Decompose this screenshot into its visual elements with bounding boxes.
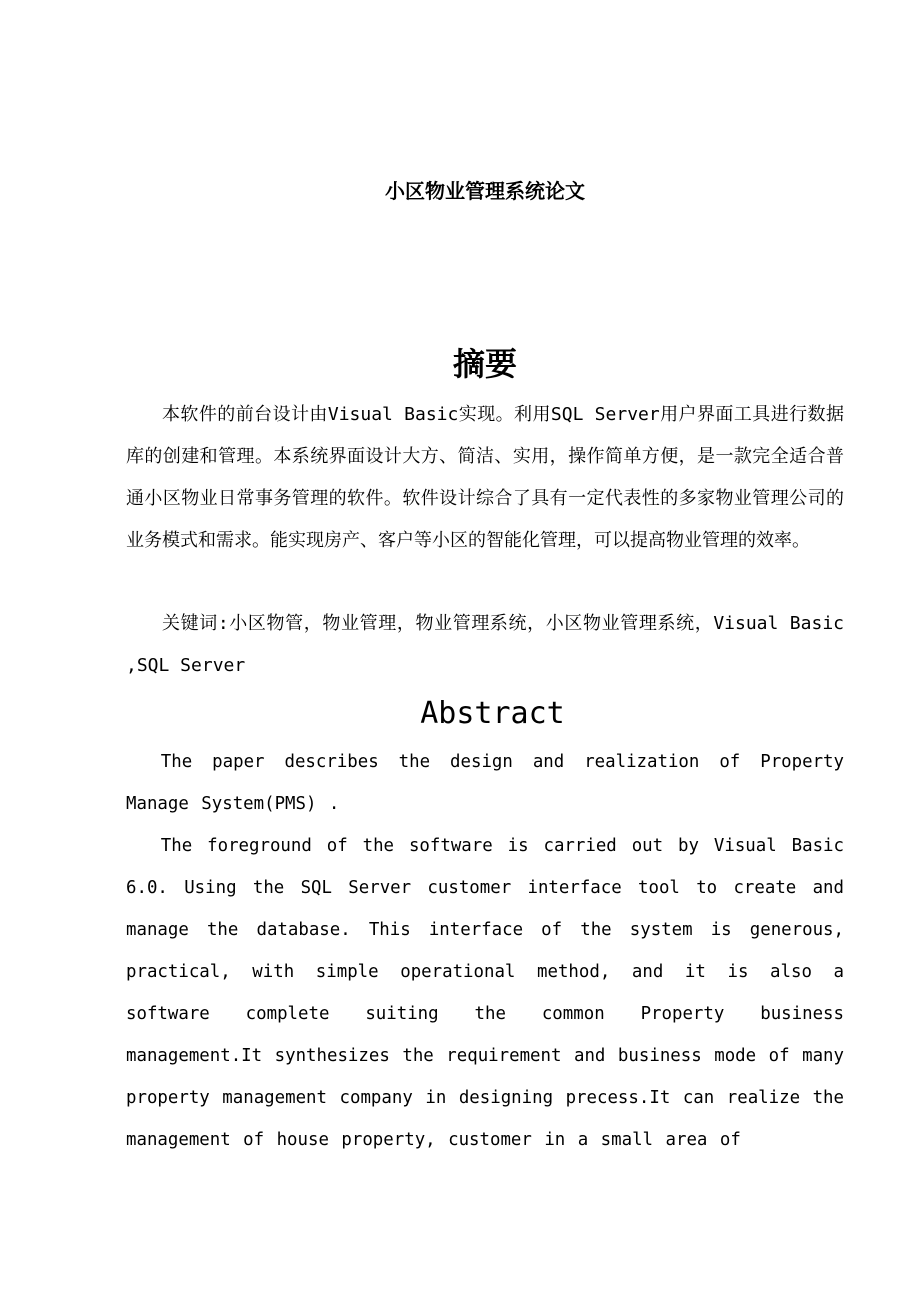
abstract-en-paragraph-1: The paper describes the design and realization of Property Manage System(PMS) .	[126, 752, 844, 814]
abstract-heading-en: Abstract	[420, 696, 565, 731]
keywords-paragraph	[126, 603, 844, 687]
abstract-en-section	[126, 741, 844, 1161]
keywords-label: 关键词:	[162, 613, 229, 634]
abstract-heading-zh: 摘要	[452, 345, 517, 383]
abstract-zh-paragraph: 本软件的前台设计由Visual Basic实现。利用SQL Server用户界面工具进行数据库的创建和管理。本系统界面设计大方、简洁、实用，操作简单方便，是一款完全适合普通小区物业日常事务管理的软件。软件设计综合了具有一定代表性的多家物业管理公司的业务模式和需求。能实现房产、客户等小区的智能化管理，可以提高物业管理的效率。	[126, 404, 844, 551]
document-title: 小区物业管理系统论文	[385, 179, 585, 203]
abstract-zh-section	[126, 394, 844, 562]
abstract-en-paragraph-2: The foreground of the software is carried out by Visual Basic 6.0. Using the SQL Server customer interface tool to create and manage the database. This interface of the system is generous, practical, with simple operational method, and it is also a software complete suiting the common Property business management.It synthesizes the requirement and business mode of many property management company in designing precess.It can realize the management of house property, customer in a small area of	[126, 836, 844, 1150]
keywords-section	[126, 603, 844, 687]
keywords-text: 小区物管，物业管理，物业管理系统，小区物业管理系统，Visual Basic ,SQL Server	[126, 613, 844, 676]
